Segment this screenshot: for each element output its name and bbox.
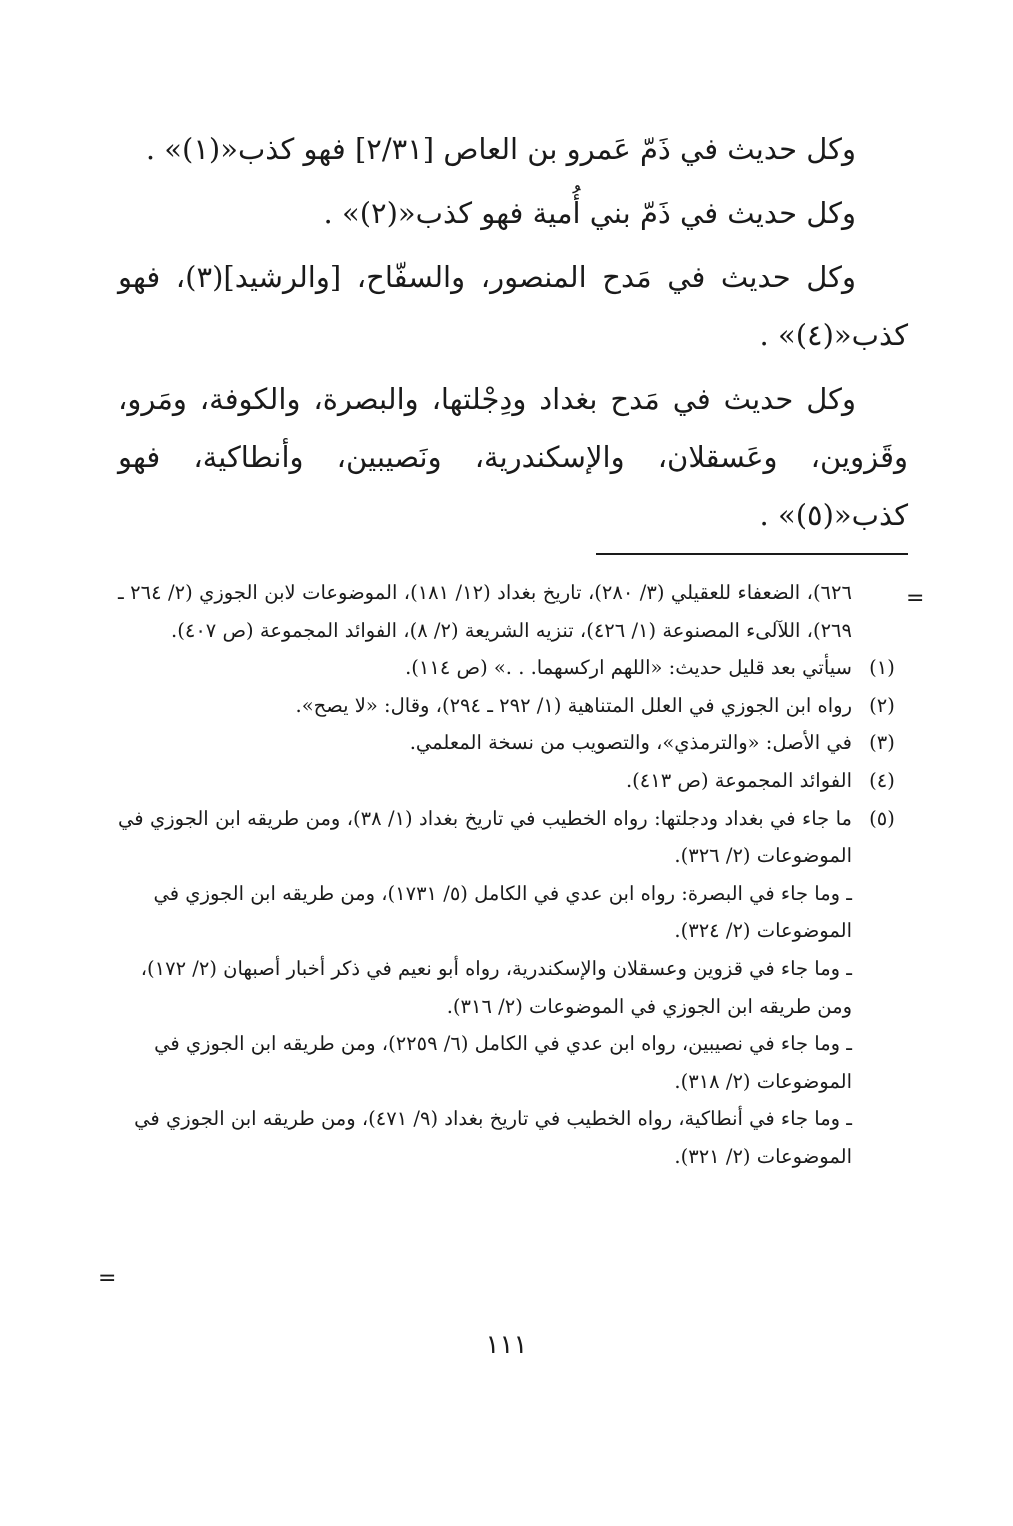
footnote-item: ـ وما جاء في البصرة: رواه ابن عدي في الكامل (٥/ ١٧٣١)، ومن طريقه ابن الجوزي في الموضوعات (٢/ ٣٢٤). xyxy=(153,881,852,943)
footnote-separator xyxy=(596,553,908,555)
paragraph: وكل حديث في مَدح المنصور، والسفّاح، [والرشيد](٣)، فهو كذب«(٤)» . xyxy=(118,260,908,352)
footnote-text: في الأصل: «والترمذي»، والتصويب من نسخة المعلمي. xyxy=(409,731,852,755)
continuation-mark-end: = xyxy=(98,1266,117,1291)
footnote-number: (٥) xyxy=(869,806,895,830)
footnote-item: ـ وما جاء في أنطاكية، رواه الخطيب في تاريخ بغداد (٩/ ٤٧١)، ومن طريقه ابن الجوزي في الموضوعات (٢/ ٣٢١). xyxy=(134,1107,852,1168)
footnote-5 xyxy=(118,800,895,875)
footnote-number: (٢) xyxy=(869,693,895,717)
paragraph: وكل حديث في ذَمّ بني أُمية فهو كذب«(٢)» . xyxy=(323,196,856,230)
footnote-2 xyxy=(118,687,895,725)
main-text xyxy=(118,120,908,550)
footnote-item: ـ وما جاء في نصيبين، رواه ابن عدي في الكامل (٦/ ٢٢٥٩)، ومن طريقه ابن الجوزي في الموضوعات (٢/ ٣١٨). xyxy=(154,1032,852,1093)
continuation-mark: = xyxy=(906,586,925,611)
page-number: ١١١ xyxy=(485,1330,528,1360)
footnote-3 xyxy=(118,724,895,762)
paragraph: وكل حديث في ذَمّ عَمرو بن العاص [٢/٣١] فهو كذب«(١)» . xyxy=(145,132,856,166)
footnote-number: (٤) xyxy=(869,768,895,792)
footnote-text: ما جاء في بغداد ودجلتها: رواه الخطيب في تاريخ بغداد (١/ ٣٨)، ومن طريقه ابن الجوزي في الموضوعات (٢/ ٣٢٦). xyxy=(118,806,852,868)
footnote-text: الفوائد المجموعة (ص ٤١٣). xyxy=(625,768,852,792)
footnote-item: ـ وما جاء في قزوين وعسقلان والإسكندرية، رواه أبو نعيم في ذكر أخبار أصبهان (٢/ ١٧٢)، ومن طريقه ابن الجوزي في الموضوعات (٢/ ٣١٦). xyxy=(140,956,852,1018)
footnote-text: رواه ابن الجوزي في العلل المتناهية (١/ ٢٩٢ ـ ٢٩٤)، وقال: «لا يصح». xyxy=(295,693,852,717)
footnotes xyxy=(118,574,895,1176)
footnote-text: سيأتي بعد قليل حديث: «اللهم اركسهما. . .» (ص ١١٤). xyxy=(405,656,852,680)
footnote-number: (٣) xyxy=(869,731,895,755)
footnote-4 xyxy=(118,762,895,800)
footnote-1 xyxy=(118,649,895,687)
footnote-number: (١) xyxy=(869,656,895,680)
footnote-continuation: ٦٢٦)، الضعفاء للعقيلي (٣/ ٢٨٠)، تاريخ بغداد (١٢/ ١٨١)، الموضوعات لابن الجوزي (٢/ ٢٦٤ ـ ٢٦٩)، اللآلىء المصنوعة (١/ ٤٢٦)، تنزيه الشريعة (٢/ ٨)، الفوائد المجموعة (ص ٤٠٧). xyxy=(118,581,852,642)
paragraph: وكل حديث في مَدح بغداد ودِجْلتها، والبصرة، والكوفة، ومَرو، وقَزوين، وعَسقلان، والإسكندرية، ونَصيبين، وأنطاكية، فهو كذب«(٥)» . xyxy=(118,382,908,532)
